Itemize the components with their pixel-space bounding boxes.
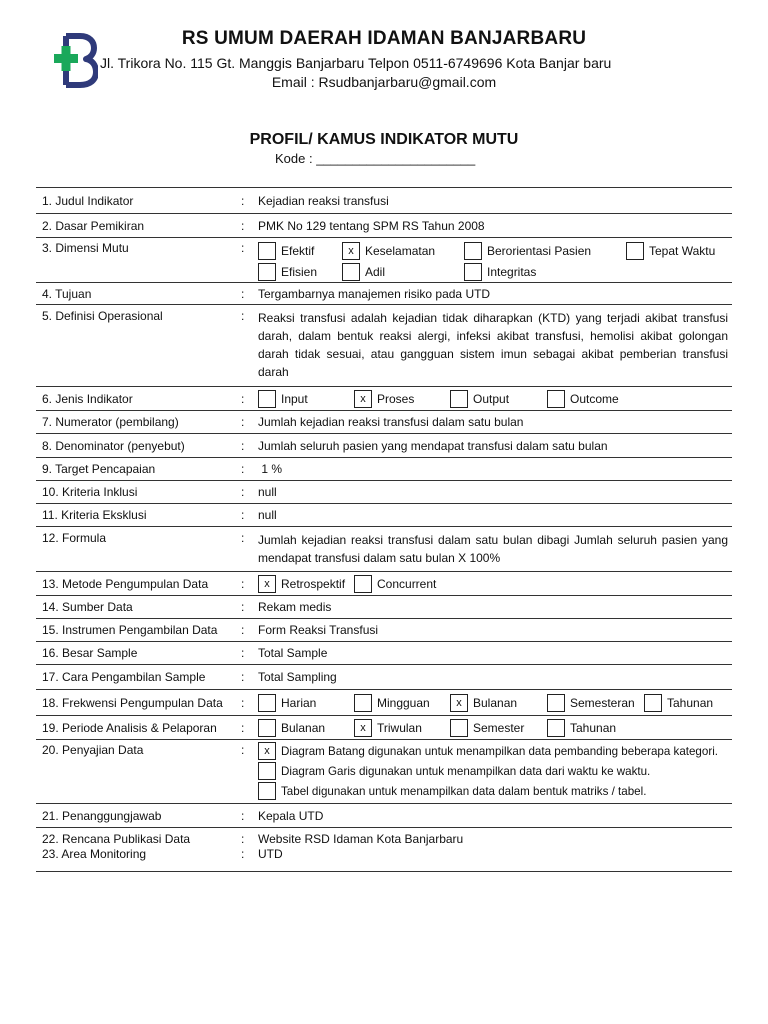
option-berorientasi-pasien[interactable] [464,240,591,261]
row-judul-indikator [36,187,732,214]
row-label: 6. Jenis Indikator [42,391,133,406]
row-colon: : [241,508,245,522]
checkbox-checked[interactable]: x [354,719,372,737]
row-target-pencapaian [36,458,732,481]
row-area-monitoring [36,846,732,872]
option-label: Bulanan [473,695,518,710]
checkbox[interactable] [258,242,276,260]
row-label: 3. Dimensi Mutu [42,241,129,255]
row-colon: : [241,241,245,255]
row-colon: : [241,218,245,233]
row-colon: : [241,743,245,757]
option-bulanan[interactable] [450,692,517,713]
row-colon: : [241,720,245,735]
option-label: Berorientasi Pasien [487,243,592,258]
row-value: Form Reaksi Transfusi [258,623,379,637]
option-diagram-garis[interactable] [258,761,650,781]
document-code-field: Kode : ______________________ [275,151,476,166]
row-value: Kejadian reaksi transfusi [258,193,389,208]
checkbox[interactable] [258,263,276,281]
row-label: 2. Dasar Pemikiran [42,218,145,233]
row-label: 1. Judul Indikator [42,193,134,208]
row-label: 20. Penyajian Data [42,743,144,757]
row-value [258,717,732,738]
option-keselamatan[interactable] [342,240,435,261]
option-label: Retrospektif [281,576,346,591]
row-value: Website RSD Idaman Kota Banjarbaru [258,832,464,846]
checkbox[interactable] [342,263,360,281]
checkbox[interactable] [547,694,565,712]
option-label: Diagram Batang digunakan untuk menampilkan data pembanding beberapa kategori. [281,744,718,758]
row-label: 8. Denominator (penyebut) [42,438,185,453]
row-label: 10. Kriteria Inklusi [42,485,138,499]
row-value: Jumlah kejadian reaksi transfusi dalam satu bulan [258,415,524,429]
row-value: null [258,485,277,499]
row-dasar-pemikiran [36,214,732,238]
row-colon: : [241,600,245,614]
option-label: Tahunan [667,695,714,710]
row-sumber-data [36,596,732,619]
row-label: 9. Target Pencapaian [42,462,156,476]
option-label: Mingguan [377,695,430,710]
option-semesteran[interactable] [547,692,635,713]
checkbox-checked[interactable]: x [258,742,276,760]
row-value [258,692,732,713]
hospital-email: Email : Rsudbanjarbaru@gmail.com [271,74,497,90]
row-colon: : [241,415,245,429]
checkbox[interactable] [547,390,565,408]
row-dimensi-mutu [36,238,732,283]
option-input[interactable] [258,388,308,409]
checkbox[interactable] [258,719,276,737]
row-jenis-indikator [36,387,732,411]
checkbox[interactable] [258,782,276,800]
checkbox[interactable] [354,694,372,712]
row-colon: : [241,485,245,499]
row-value: PMK No 129 tentang SPM RS Tahun 2008 [258,218,485,233]
row-label: 14. Sumber Data [42,600,133,614]
option-harian[interactable] [258,692,316,713]
option-label: Tepat Waktu [649,243,716,258]
option-mingguan[interactable] [354,692,430,713]
row-denominator [36,434,732,458]
option-diagram-batang[interactable] [258,741,718,761]
option-tepat-waktu[interactable] [626,240,715,261]
row-value [258,573,732,594]
row-penyajian-data [36,740,732,804]
row-colon: : [241,391,245,406]
row-colon: : [241,438,245,453]
option-label: Outcome [570,391,619,406]
row-tujuan [36,283,732,305]
option-bulanan[interactable] [258,717,325,738]
hospital-name: RS UMUM DAERAH IDAMAN BANJARBARU [181,28,587,49]
row-value: Reaksi transfusi adalah kejadian tidak diharapkan (KTD) yang terjadi akibat transfusi darah, dalam bentuk reaksi alergi, infeksi akibat transfusi, hemolisi akibat golongan darah tidak sesuai, atau gangguan sistem imun sebagai akibat pemberian transfusi darah [258,311,728,379]
row-metode-pengumpulan [36,572,732,596]
row-value [258,740,732,803]
option-label: Tabel digunakan untuk menampilkan data dalam bentuk matriks / tabel. [281,784,647,798]
checkbox[interactable] [258,762,276,780]
row-colon: : [241,193,245,208]
row-label: 7. Numerator (pembilang) [42,415,179,429]
row-colon: : [241,309,245,323]
document-title: PROFIL/ KAMUS INDIKATOR MUTU [249,131,519,148]
row-definisi-operasional [36,305,732,387]
indicator-profile-table [36,187,732,872]
option-label: Proses [377,391,415,406]
option-outcome[interactable] [547,388,619,409]
checkbox-checked[interactable]: x [450,694,468,712]
option-label: Triwulan [377,720,422,735]
option-label: Bulanan [281,720,326,735]
option-proses[interactable] [354,388,414,409]
row-value [258,388,732,409]
row-kriteria-inklusi [36,481,732,504]
row-value: Jumlah kejadian reaksi transfusi dalam satu bulan dibagi Jumlah seluruh pasien yang mendapat transfusi dalam satu bulan X 100% [258,533,728,565]
option-label: Output [473,391,510,406]
row-colon: : [241,531,245,545]
checkbox-checked[interactable]: x [258,575,276,593]
row-penanggungjawab [36,804,732,828]
checkbox-checked[interactable]: x [342,242,360,260]
row-value: Rekam medis [258,600,332,614]
row-value: UTD [258,847,283,861]
row-rencana-publikasi [36,828,732,846]
row-numerator [36,411,732,434]
option-retrospektif[interactable] [258,573,345,594]
hospital-address: Jl. Trikora No. 115 Gt. Manggis Banjarbaru Telpon 0511-6749696 Kota Banjar baru [100,55,612,71]
row-label: 12. Formula [42,531,107,545]
option-label: Harian [281,695,317,710]
row-colon: : [241,576,245,591]
option-label: Efisien [281,264,318,279]
option-label: Keselamatan [365,243,436,258]
row-colon: : [241,832,245,846]
row-besar-sample [36,642,732,665]
option-label: Diagram Garis digunakan untuk menampilkan data dari waktu ke waktu. [281,764,651,778]
checkbox[interactable] [464,242,482,260]
option-adil[interactable] [342,261,385,282]
row-value [258,238,732,282]
option-label: Input [281,391,308,406]
row-value: Total Sample [258,646,328,660]
option-label: Concurrent [377,576,437,591]
row-value: null [258,508,277,522]
row-label: 19. Periode Analisis & Pelaporan [42,720,217,735]
row-colon: : [241,695,245,710]
row-label: 13. Metode Pengumpulan Data [42,576,209,591]
option-integritas[interactable] [464,261,536,282]
row-value: Tergambarnya manajemen risiko pada UTD [258,286,491,301]
checkbox[interactable] [258,390,276,408]
row-label: 16. Besar Sample [42,646,138,660]
option-label: Integritas [487,264,537,279]
row-value: Jumlah seluruh pasien yang mendapat transfusi dalam satu bulan [258,438,608,453]
row-label: 5. Definisi Operasional [42,309,163,323]
row-label: 18. Frekwensi Pengumpulan Data [42,695,223,710]
row-colon: : [241,462,245,476]
row-label: 23. Area Monitoring [42,847,147,861]
option-label: Adil [365,264,386,279]
option-label: Semesteran [570,695,635,710]
option-triwulan[interactable] [354,717,422,738]
row-colon: : [241,286,245,301]
checkbox[interactable] [450,390,468,408]
row-kriteria-eksklusi [36,504,732,527]
row-colon: : [241,670,245,684]
row-label: 21. Penanggungjawab [42,808,162,823]
checkbox[interactable] [464,263,482,281]
row-label: 4. Tujuan [42,286,92,301]
checkbox[interactable] [644,694,662,712]
option-output[interactable] [450,388,509,409]
option-label: Tahunan [570,720,617,735]
row-instrumen [36,619,732,642]
row-label: 22. Rencana Publikasi Data [42,832,191,846]
row-colon: : [241,646,245,660]
row-colon: : [241,623,245,637]
row-label: 11. Kriteria Eksklusi [42,508,147,522]
option-efektif[interactable] [258,240,314,261]
option-tahunan[interactable] [644,692,713,713]
row-cara-pengambilan-sample [36,665,732,690]
checkbox[interactable] [626,242,644,260]
row-colon: : [241,808,245,823]
row-value: Total Sampling [258,670,337,684]
row-frekwensi-pengumpulan [36,690,732,716]
checkbox[interactable] [258,694,276,712]
option-label: Efektif [281,243,315,258]
option-tabel[interactable] [258,781,646,801]
checkbox-checked[interactable]: x [354,390,372,408]
option-efisien[interactable] [258,261,317,282]
option-semester[interactable] [450,717,524,738]
option-concurrent[interactable] [354,573,436,594]
row-value: 1 % [258,462,283,476]
option-tahunan[interactable] [547,717,616,738]
checkbox[interactable] [354,575,372,593]
row-colon: : [241,847,245,861]
row-formula [36,527,732,572]
row-label: 17. Cara Pengambilan Sample [42,670,206,684]
row-periode-analisis [36,716,732,740]
row-value: Kepala UTD [258,808,324,823]
checkbox[interactable] [450,719,468,737]
option-label: Semester [473,720,525,735]
checkbox[interactable] [547,719,565,737]
row-label: 15. Instrumen Pengambilan Data [42,623,218,637]
